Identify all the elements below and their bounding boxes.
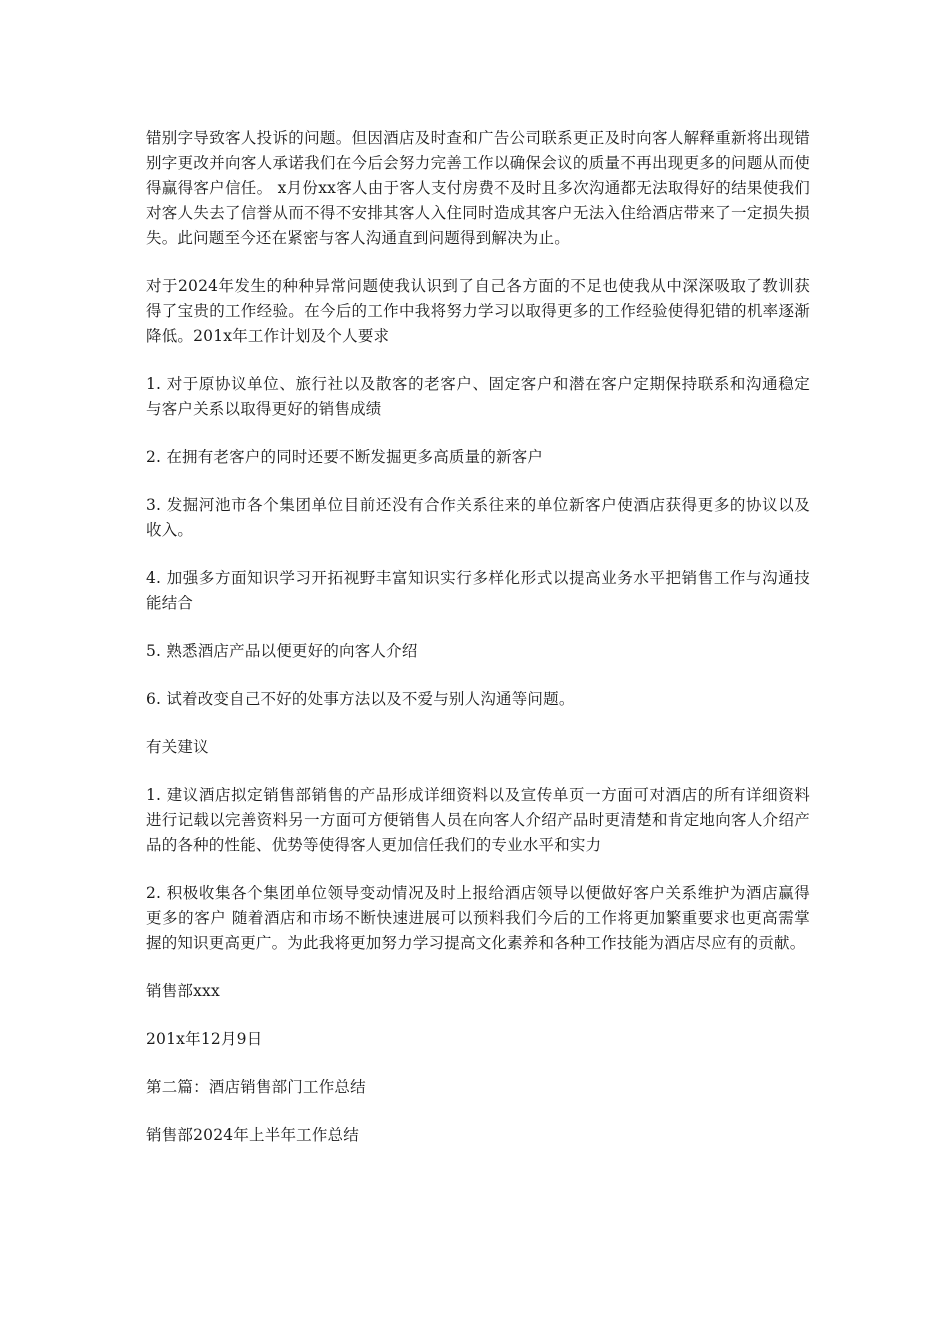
plan-item-1: 1. 对于原协议单位、旅行社以及散客的老客户、固定客户和潜在客户定期保持联系和沟通稳定与客户关系以取得更好的销售成绩	[146, 375, 810, 418]
signature-date: 201x年12月9日	[146, 1030, 263, 1048]
section-heading-suggestions: 有关建议	[146, 738, 209, 756]
chapter-subtitle: 销售部2024年上半年工作总结	[146, 1126, 359, 1144]
plan-item-2: 2. 在拥有老客户的同时还要不断发掘更多高质量的新客户	[146, 448, 544, 466]
suggestion-item-1: 1. 建议酒店拟定销售部销售的产品形成详细资料以及宣传单页一方面可对酒店的所有详细资料进行记载以完善资料另一方面可方便销售人员在向客人介绍产品时更清楚和肯定地向客人介绍产品的各种的性能、优势等使得客人更加信任我们的专业水平和实力	[146, 786, 810, 854]
plan-item-6: 6. 试着改变自己不好的处事方法以及不爱与别人沟通等问题。	[146, 690, 575, 708]
suggestion-item-2: 2. 积极收集各个集团单位领导变动情况及时上报给酒店领导以便做好客户关系维护为酒店赢得更多的客户 随着酒店和市场不断快速进展可以预料我们今后的工作将更加繁重要求也更高需掌握的知识更高更广。为此我将更加努力学习提高文化素养和各种工作技能为酒店尽应有的贡献。	[146, 884, 810, 952]
plan-item-5: 5. 熟悉酒店产品以便更好的向客人介绍	[146, 642, 418, 660]
document-page	[146, 126, 810, 1171]
paragraph-reflection: 对于2024年发生的种种异常问题使我认识到了自己各方面的不足也使我从中深深吸取了教训获得了宝贵的工作经验。在今后的工作中我将努力学习以取得更多的工作经验使得犯错的机率逐渐降低。201x年工作计划及个人要求	[146, 277, 810, 345]
signature-department: 销售部xxx	[146, 982, 220, 1000]
chapter-title: 第二篇：酒店销售部门工作总结	[146, 1078, 366, 1096]
plan-item-3: 3. 发掘河池市各个集团单位目前还没有合作关系往来的单位新客户使酒店获得更多的协议以及收入。	[146, 496, 810, 539]
paragraph-complaint-handling: 错别字导致客人投诉的问题。但因酒店及时查和广告公司联系更正及时向客人解释重新将出现错别字更改并向客人承诺我们在今后会努力完善工作以确保会议的质量不再出现更多的问题从而使得赢得客户信任。 x月份xx客人由于客人支付房费不及时且多次沟通都无法取得好的结果使我们对客人失去了信誉从而不得不安排其客人入住同时造成其客户无法入住给酒店带来了一定损失损失。此问题至今还在紧密与客人沟通直到问题得到解决为止。	[146, 129, 810, 247]
plan-item-4: 4. 加强多方面知识学习开拓视野丰富知识实行多样化形式以提高业务水平把销售工作与沟通技能结合	[146, 569, 810, 612]
